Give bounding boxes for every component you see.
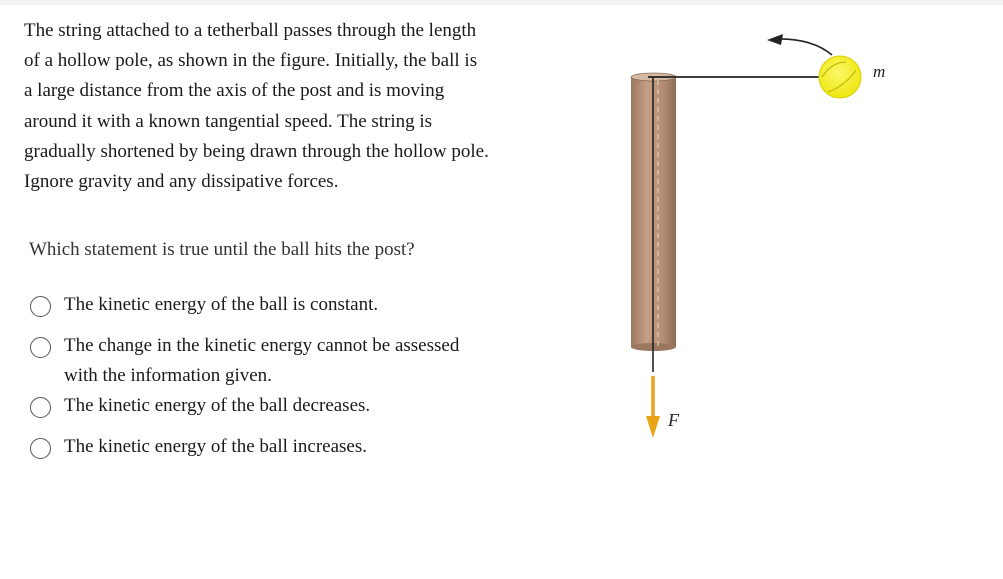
force-label: F⃗ — [668, 410, 693, 430]
option-label: The kinetic energy of the ball decreases. — [64, 395, 371, 416]
rotation-arrow — [767, 34, 832, 55]
option-label: The kinetic energy of the ball is constant. — [64, 294, 379, 315]
problem-line: a large distance from the axis of the post and is moving — [24, 80, 445, 102]
radio-button[interactable] — [30, 337, 51, 358]
option-label: The kinetic energy of the ball increases. — [64, 436, 367, 457]
problem-line: of a hollow pole, as shown in the figure. Initially, the ball is — [24, 50, 478, 72]
radio-button[interactable] — [30, 438, 51, 459]
force-arrow — [646, 376, 660, 438]
question-text: Which statement is true until the ball hits the post? — [29, 239, 415, 260]
problem-line: gradually shortened by being drawn through the hollow pole. — [24, 140, 489, 162]
option-label: The change in the kinetic energy cannot be assessed — [64, 335, 460, 356]
problem-line: around it with a known tangential speed. The string is — [24, 110, 433, 132]
tetherball-figure — [600, 20, 900, 450]
problem-line: The string attached to a tetherball passes through the length — [24, 20, 477, 41]
radio-button[interactable] — [30, 397, 51, 418]
top-divider — [0, 0, 1003, 5]
mass-label: m — [873, 62, 886, 81]
radio-button[interactable] — [30, 296, 51, 317]
tetherball — [819, 56, 861, 98]
problem-statement — [24, 16, 584, 197]
problem-line: Ignore gravity and any dissipative forces. — [24, 171, 339, 193]
option-label-continued: with the information given. — [64, 365, 272, 386]
